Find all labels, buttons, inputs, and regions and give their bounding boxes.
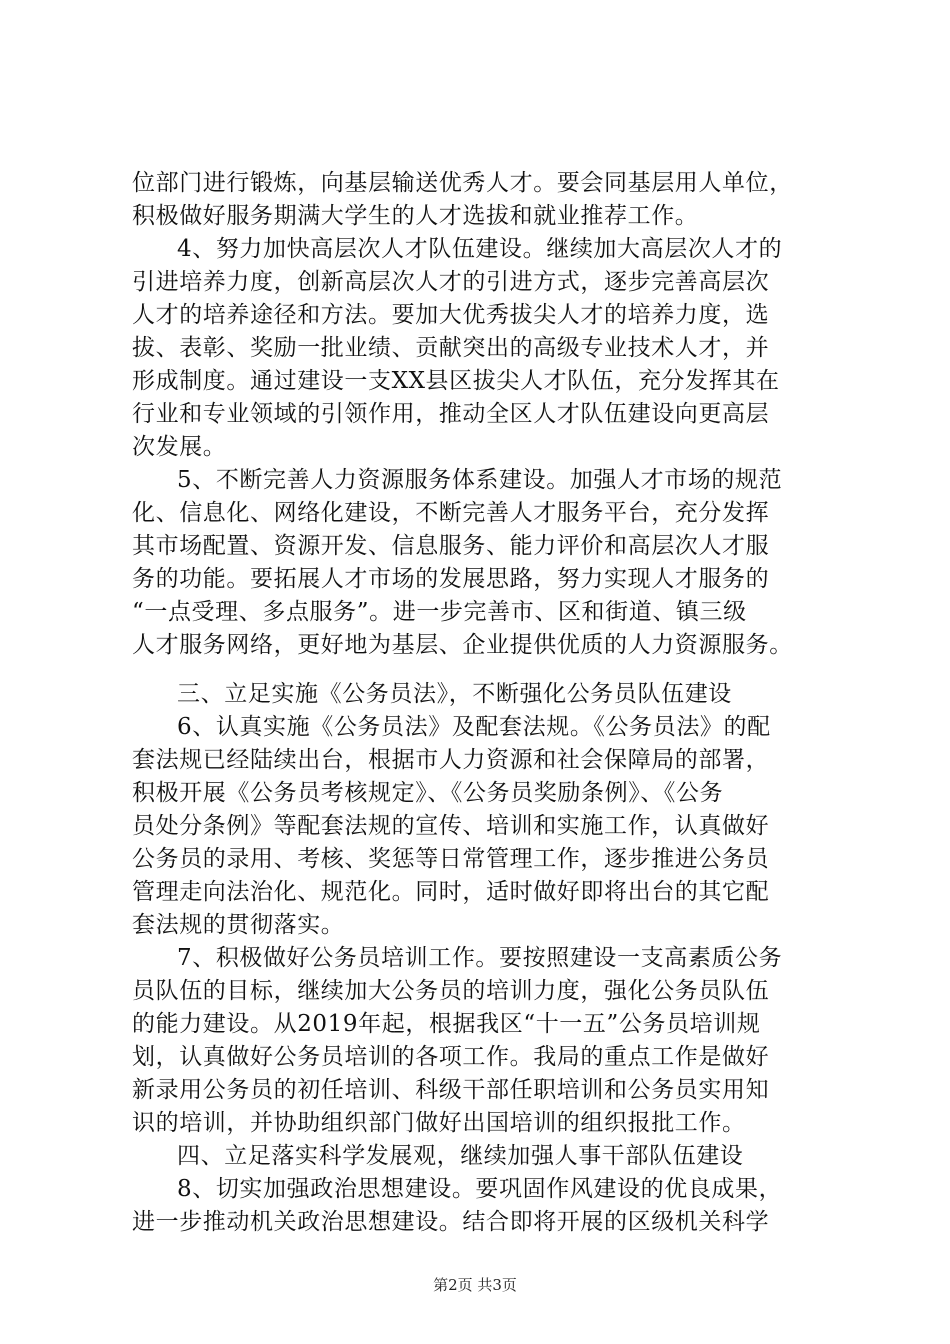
paragraph-start-line: 4、努力加快高层次人才队伍建设。继续加大高层次人才的 <box>177 236 783 262</box>
paragraph-start-line: 8、切实加强政治思想建设。要巩固作风建设的优良成果， <box>177 1176 783 1202</box>
body-line: 化、信息化、网络化建设，不断完善人才服务平台，充分发挥 <box>132 500 770 526</box>
body-line: 人才的培养途径和方法。要加大优秀拔尖人才的培养力度，选 <box>132 302 770 328</box>
body-line: 套法规已经陆续出台，根据市人力资源和社会保障局的部署， <box>132 747 770 773</box>
section-heading: 四、立足落实科学发展观，继续加强人事干部队伍建设 <box>177 1143 744 1169</box>
paragraph-start-line: 7、积极做好公务员培训工作。要按照建设一支高素质公务 <box>177 945 783 971</box>
body-line: 积极做好服务期满大学生的人才选拔和就业推荐工作。 <box>132 203 699 229</box>
body-line: 人才服务网络，更好地为基层、企业提供优质的人力资源服务。 <box>132 632 793 658</box>
body-line: 次发展。 <box>132 434 227 460</box>
paragraph-start-line: 5、不断完善人力资源服务体系建设。加强人才市场的规范 <box>177 467 783 493</box>
body-line: 员处分条例》等配套法规的宣传、培训和实施工作，认真做好 <box>132 813 770 839</box>
paragraph-start-line: 6、认真实施《公务员法》及配套法规。《公务员法》的配 <box>177 714 771 740</box>
body-line: 引进培养力度，创新高层次人才的引进方式，逐步完善高层次 <box>132 269 770 295</box>
body-line: 套法规的贯彻落实。 <box>132 912 345 938</box>
body-line: 积极开展《公务员考核规定》、《公务员奖励条例》、《公务 <box>132 780 724 806</box>
body-line: 划，认真做好公务员培训的各项工作。我局的重点工作是做好 <box>132 1044 770 1070</box>
body-line: 位部门进行锻炼，向基层输送优秀人才。要会同基层用人单位， <box>132 170 793 196</box>
body-line: 形成制度。通过建设一支XX县区拔尖人才队伍，充分发挥其在 <box>132 368 780 394</box>
page-number-footer: 第2页 共3页 <box>433 1276 517 1294</box>
section-heading: 三、立足实施《公务员法》，不断强化公务员队伍建设 <box>177 681 732 707</box>
body-line: 其市场配置、资源开发、信息服务、能力评价和高层次人才服 <box>132 533 770 559</box>
body-line: 拔、表彰、奖励一批业绩、贡献突出的高级专业技术人才，并 <box>132 335 770 361</box>
body-line: 务的功能。要拓展人才市场的发展思路，努力实现人才服务的 <box>132 566 770 592</box>
body-line: 公务员的录用、考核、奖惩等日常管理工作，逐步推进公务员 <box>132 846 770 872</box>
body-line: 识的培训，并协助组织部门做好出国培训的组织报批工作。 <box>132 1110 746 1136</box>
body-line: 行业和专业领域的引领作用，推动全区人才队伍建设向更高层 <box>132 401 770 427</box>
body-line: 进一步推动机关政治思想建设。结合即将开展的区级机关科学 <box>132 1209 770 1235</box>
body-line: 员队伍的目标，继续加大公务员的培训力度，强化公务员队伍 <box>132 978 770 1004</box>
body-line: 的能力建设。从2019年起，根据我区“十一五”公务员培训规 <box>132 1011 761 1037</box>
body-line: “一点受理、多点服务”。进一步完善市、区和街道、镇三级 <box>132 599 747 625</box>
body-line: 管理走向法治化、规范化。同时，适时做好即将出台的其它配 <box>132 879 770 905</box>
body-line: 新录用公务员的初任培训、科级干部任职培训和公务员实用知 <box>132 1077 770 1103</box>
